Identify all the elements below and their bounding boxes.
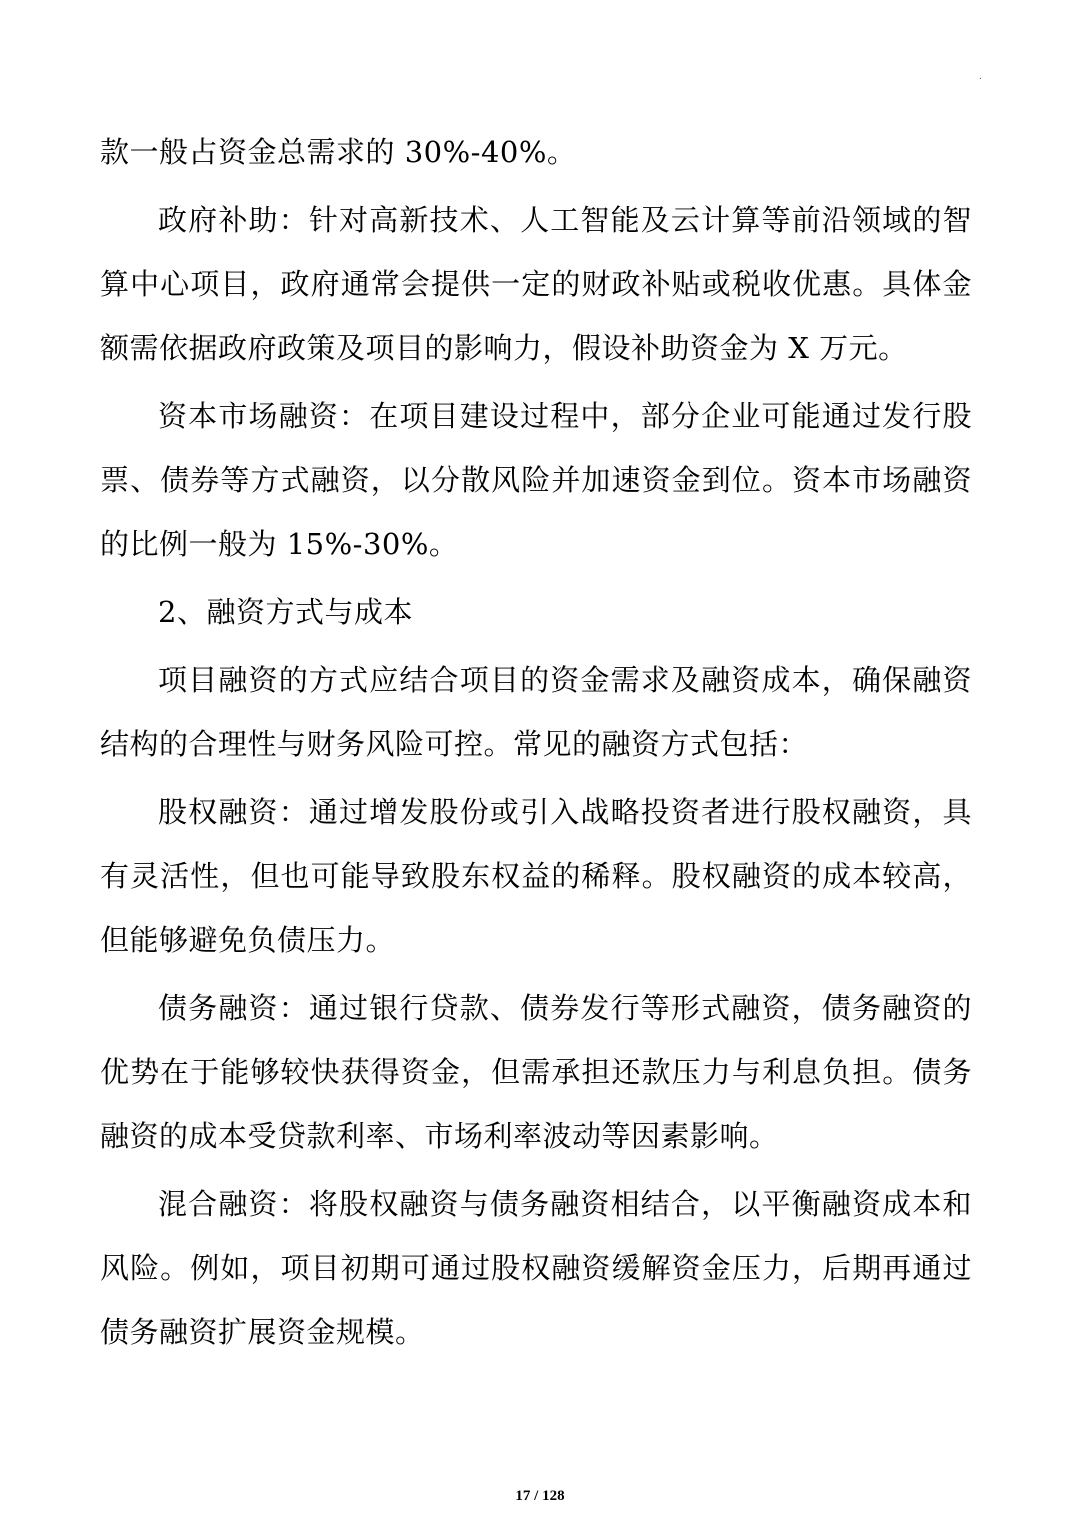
section-heading: 2、融资方式与成本 bbox=[158, 595, 413, 629]
paragraph-debt-financing: 债务融资：通过银行贷款、债券发行等形式融资，债务融资的优势在于能够较快获得资金，但需承担还款压力与利息负担。债务融资的成本受贷款利率、市场利率波动等因素影响。 bbox=[100, 991, 972, 1153]
paragraph-capital-market-financing: 资本市场融资：在项目建设过程中，部分企业可能通过发行股票、债券等方式融资，以分散风险并加速资金到位。资本市场融资的比例一般为 15%-30%。 bbox=[100, 399, 972, 561]
corner-mark: . bbox=[979, 71, 982, 82]
paragraph-equity-financing: 股权融资：通过增发股份或引入战略投资者进行股权融资，具有灵活性，但也可能导致股东权益的稀释。股权融资的成本较高，但能够避免负债压力。 bbox=[100, 795, 972, 957]
page-number: 17 / 128 bbox=[515, 1488, 565, 1504]
paragraph-loan-share: 款一般占资金总需求的 30%-40%。 bbox=[100, 135, 577, 169]
document-body bbox=[100, 120, 972, 1368]
paragraph-government-subsidy: 政府补助：针对高新技术、人工智能及云计算等前沿领域的智算中心项目，政府通常会提供一定的财政补贴或税收优惠。具体金额需依据政府政策及项目的影响力，假设补助资金为 X 万元。 bbox=[100, 203, 972, 365]
paragraph-financing-intro: 项目融资的方式应结合项目的资金需求及融资成本，确保融资结构的合理性与财务风险可控。常见的融资方式包括： bbox=[100, 663, 972, 761]
paragraph-hybrid-financing: 混合融资：将股权融资与债务融资相结合，以平衡融资成本和风险。例如，项目初期可通过股权融资缓解资金压力，后期再通过债务融资扩展资金规模。 bbox=[100, 1187, 972, 1349]
